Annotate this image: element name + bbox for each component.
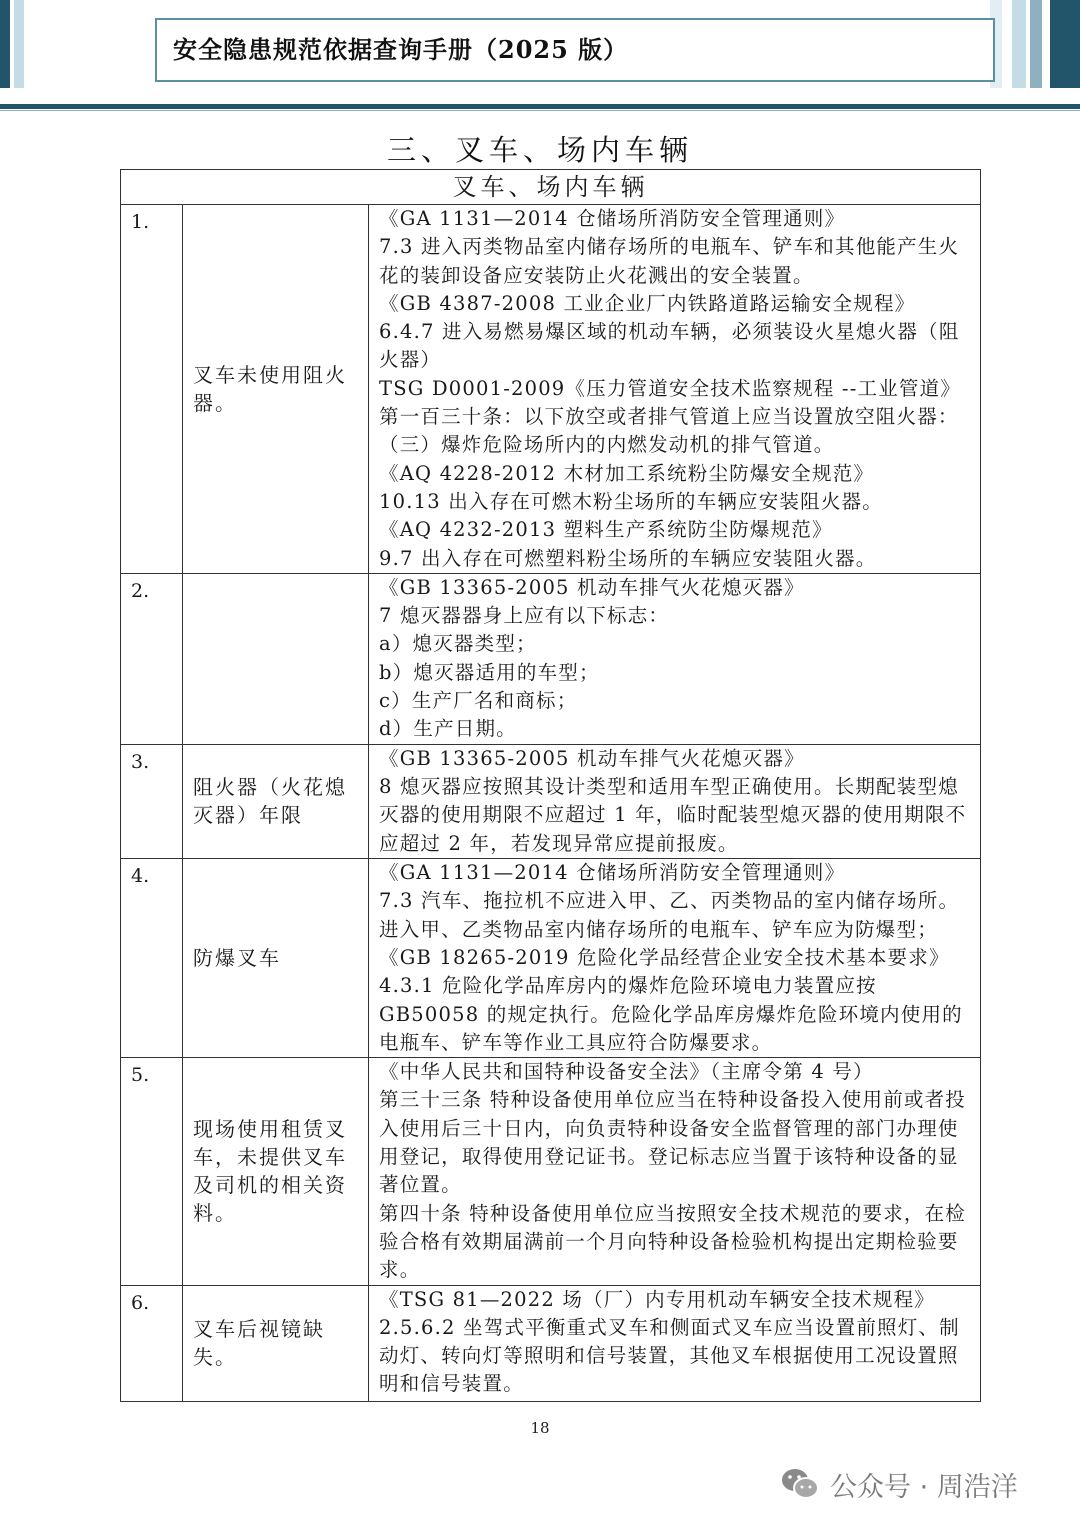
regulation-basis — [369, 1285, 981, 1401]
header-rule-thin — [0, 110, 1080, 111]
header-stripe-right-2 — [1012, 0, 1026, 88]
basis-line: 《GB 18265-2019 危险化学品经营企业安全技术基本要求》 — [379, 945, 950, 969]
basis-line: 《GB 13365-2005 机动车排气火花熄灭器》 — [379, 746, 805, 770]
regulation-basis — [369, 859, 981, 1058]
page-number: 18 — [530, 1419, 550, 1437]
basis-line: a）熄灭器类型； — [379, 632, 537, 656]
row-number: 2. — [121, 573, 183, 744]
basis-line: 7.3 汽车、拖拉机不应进入甲、乙、丙类物品的室内储存场所。进入甲、乙类物品室内储存场所的电瓶车、铲车应为防爆型； — [379, 889, 960, 941]
table-row — [121, 1058, 981, 1285]
section-title: 三、叉车、场内车辆 — [386, 133, 693, 167]
watermark — [780, 1464, 1018, 1504]
row-number: 1. — [121, 205, 183, 574]
header-stripe-right-3 — [1030, 0, 1042, 88]
table-row — [121, 744, 981, 858]
row-number: 4. — [121, 859, 183, 1058]
basis-line: 第四十条 特种设备使用单位应当按照安全技术规范的要求，在检验合格有效期届满前一个月向特种设备检验机构提出定期检验要求。 — [379, 1201, 966, 1282]
hazard-item — [183, 573, 369, 744]
header-rule — [0, 104, 1080, 109]
table-caption: 叉车、场内车辆 — [121, 170, 981, 205]
regulation-basis — [369, 573, 981, 744]
row-number: 3. — [121, 744, 183, 858]
basis-line: 《GB 4387-2008 工业企业厂内铁路道路运输安全规程》 — [379, 291, 916, 315]
header-stripe-left-2 — [14, 0, 24, 88]
basis-line: 9.7 出入存在可燃塑料粉尘场所的车辆应安装阻火器。 — [379, 546, 877, 570]
basis-line: 7.3 进入丙类物品室内储存场所的电瓶车、铲车和其他能产生火花的装卸设备应安装防止火花溅出的安全装置。 — [379, 235, 960, 287]
basis-line: d）生产日期。 — [379, 717, 517, 741]
basis-line: 《TSG 81—2022 场（厂）内专用机动车辆安全技术规程》 — [379, 1287, 935, 1311]
hazard-item: 防爆叉车 — [183, 859, 369, 1058]
regulation-table — [120, 169, 981, 1402]
document-title: 安全隐患规范依据查询手册（2025 版） — [173, 35, 629, 64]
basis-line: TSG D0001-2009《压力管道安全技术监察规程 --工业管道》 — [379, 376, 961, 400]
table-row — [121, 859, 981, 1058]
table-body — [121, 205, 981, 1402]
basis-line: 10.13 出入存在可燃木粉尘场所的车辆应安装阻火器。 — [379, 489, 883, 513]
regulation-basis — [369, 205, 981, 574]
basis-line: 《GA 1131—2014 仓储场所消防安全管理通则》 — [379, 207, 846, 230]
hazard-item: 叉车未使用阻火器。 — [183, 205, 369, 574]
row-number: 6. — [121, 1285, 183, 1401]
hazard-item: 阻火器（火花熄灭器）年限 — [183, 744, 369, 858]
basis-line: b）熄灭器适用的车型； — [379, 660, 600, 684]
table-caption-row — [121, 170, 981, 205]
watermark-text: 公众号 · 周浩洋 — [830, 1471, 1018, 1503]
basis-line: 第一百三十条：以下放空或者排气管道上应当设置放空阻火器： — [379, 405, 959, 429]
header-title-box — [155, 18, 995, 82]
basis-line: 《GA 1131—2014 仓储场所消防安全管理通则》 — [379, 861, 846, 885]
header-stripe-left — [0, 0, 10, 88]
table-row — [121, 573, 981, 744]
regulation-basis — [369, 1058, 981, 1285]
basis-line: c）生产厂名和商标； — [379, 689, 578, 713]
regulation-basis — [369, 744, 981, 858]
basis-line: 《GB 13365-2005 机动车排气火花熄灭器》 — [379, 575, 805, 599]
basis-line: 7 熄灭器器身上应有以下标志： — [379, 604, 670, 628]
basis-line: 2.5.6.2 坐驾式平衡重式叉车和侧面式叉车应当设置前照灯、制动灯、转向灯等照明和信号装置，其他叉车根据使用工况设置照明和信号装置。 — [379, 1315, 960, 1396]
basis-line: 《中华人民共和国特种设备安全法》（主席令第 4 号） — [379, 1060, 874, 1084]
basis-line: 《AQ 4232-2013 塑料生产系统防尘防爆规范》 — [379, 518, 833, 542]
table-row — [121, 1285, 981, 1401]
table-row — [121, 205, 981, 574]
hazard-item: 叉车后视镜缺失。 — [183, 1285, 369, 1401]
row-number: 5. — [121, 1058, 183, 1285]
wechat-icon — [780, 1466, 820, 1502]
basis-line: 8 熄灭器应按照其设计类型和适用车型正确使用。长期配装型熄灭器的使用期限不应超过 1 年，临时配装型熄灭器的使用期限不应超过 2 年，若发现异常应提前报废。 — [379, 775, 967, 855]
hazard-item: 现场使用租赁叉车，未提供叉车及司机的相关资料。 — [183, 1058, 369, 1285]
basis-line: 4.3.1 危险化学品库房内的爆炸危险环境电力装置应按 GB50058 的规定执行。危险化学品库房爆炸危险环境内使用的电瓶车、铲车等作业工具应符合防爆要求。 — [379, 974, 963, 1054]
header-stripe-right-4 — [1050, 0, 1080, 88]
basis-line: 《AQ 4228-2012 木材加工系统粉尘防爆安全规范》 — [379, 461, 875, 485]
basis-line: （三）爆炸危险场所内的内燃发动机的排气管道。 — [379, 433, 835, 457]
basis-line: 6.4.7 进入易燃易爆区域的机动车辆，必须装设火星熄火器（阻火器） — [379, 320, 960, 372]
basis-line: 第三十三条 特种设备使用单位应当在特种设备投入使用前或者投入使用后三十日内，向负责特种设备安全监督管理的部门办理使用登记，取得使用登记证书。登记标志应当置于该特种设备的显著位置。 — [379, 1088, 966, 1197]
